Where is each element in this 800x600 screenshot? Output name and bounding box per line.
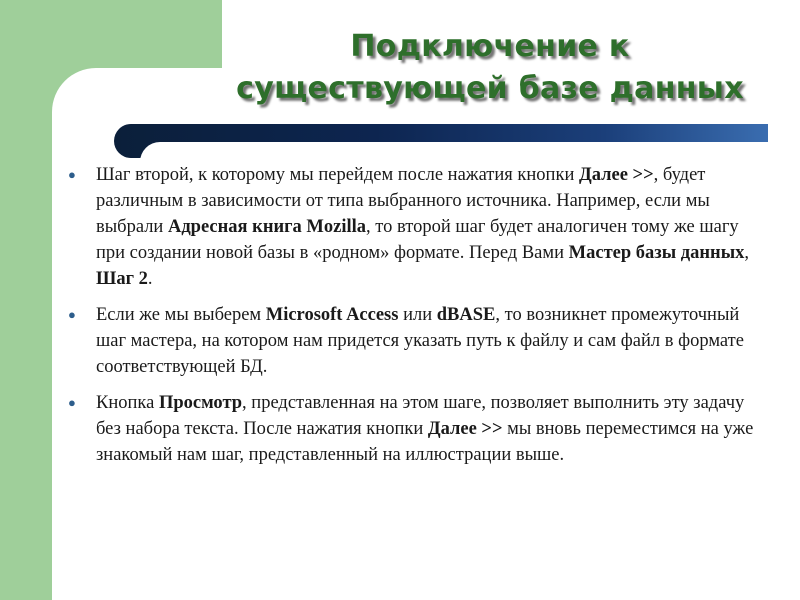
bullet-2-text: , то возникнет промежуточный шаг мастера, на котором нам придется указать путь к файлу и сам файл в формате соответствующей БД.: [96, 305, 744, 377]
bullet-item-3: [66, 390, 766, 468]
divider-inner-cut: [140, 142, 780, 162]
title-line-1: Подключение к: [350, 29, 630, 64]
bullet-1-text: .: [147, 269, 153, 289]
bullet-1-text: ,: [744, 243, 750, 263]
bullet-3-text: Кнопка: [96, 393, 159, 413]
bullet-item-1: [66, 162, 766, 292]
bullet-3-text: мы вновь переместимся на уже знакомый нам шаг, представленный на иллюстрации выше.: [96, 419, 754, 465]
bullet-2-text: Если же мы выберем: [96, 305, 266, 325]
bullet-2-text: или: [398, 305, 437, 325]
bullet-dot-icon: ●: [68, 167, 76, 182]
slide-title: [200, 26, 780, 110]
bullet-1-text: Шаг второй, к которому мы перейдем после нажатия кнопки: [96, 165, 579, 185]
bullet-2-bold-dbase: dBASE: [436, 305, 496, 325]
title-line-2: существующей базе данных: [236, 71, 744, 106]
bullet-1-bold-addressbook: Адресная книга Mozilla: [167, 217, 367, 237]
bullet-2-bold-access: Microsoft Access: [265, 305, 399, 325]
bullet-1-text: , то второй шаг будет аналогичен тому же шагу при создании новой базы в «родном» формате. Перед Вами: [96, 217, 739, 263]
bullet-1-bold-wizard: Мастер базы данных: [568, 243, 745, 263]
bullet-3-bold-next-button: Далее >>: [427, 419, 503, 439]
bullet-list: [66, 162, 766, 478]
bullet-3-bold-browse: Просмотр: [158, 393, 243, 413]
bullet-dot-icon: ●: [68, 307, 76, 322]
green-top-band: [0, 0, 222, 68]
bullet-1-text: , будет различным в зависимости от типа выбранного источника. Например, если мы выбрали: [96, 165, 710, 237]
bullet-1-bold-next-button: Далее >>: [578, 165, 654, 185]
bullet-3-text: , представленная на этом шаге, позволяет выполнить эту задачу без набора текста. После нажатия кнопки: [96, 393, 745, 439]
bullet-1-bold-step: Шаг 2: [96, 269, 148, 289]
bullet-dot-icon: ●: [68, 395, 76, 410]
bullet-item-2: [66, 302, 766, 380]
